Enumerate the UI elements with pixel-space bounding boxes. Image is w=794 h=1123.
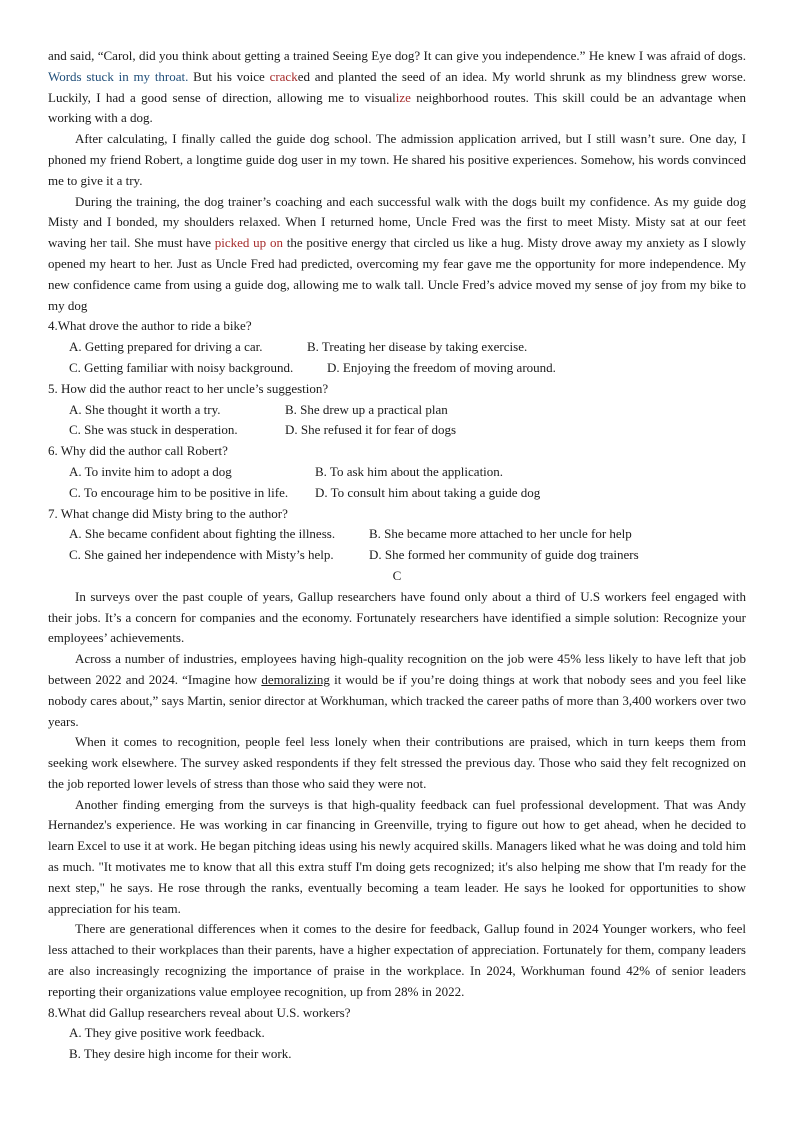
section-c-heading: C: [392, 567, 402, 583]
question-7-options-row-2: [48, 545, 746, 566]
text: neighborhood routes. This skill could be an advantage when working with a dog.: [48, 89, 746, 126]
question-8: 8.What did Gallup researchers reveal about U.S. workers?: [48, 1004, 351, 1020]
question-6-options-row-2: [48, 483, 746, 504]
passage-b-paragraph-2: After calculating, I finally called the guide dog school. The admission application arrived, but I still wasn’t sure. One day, I phoned my friend Robert, a longtime guide dog user in my town. He shared his positive experiences. Somehow, his words convinced me to give it a try.: [48, 131, 746, 188]
highlighted-phrase: Words stuck in my throat.: [48, 68, 189, 84]
question-5-options-row-1: [48, 400, 746, 421]
highlighted-phrase: picked up on: [214, 235, 283, 251]
text: and said, “Carol, did you think about getting a trained Seeing Eye dog? It can give you independence.” He knew I was afraid of dogs.: [48, 48, 746, 63]
option-b: B. They desire high income for their work.: [69, 1046, 292, 1062]
passage-b-paragraph-3: [48, 192, 746, 317]
option-a: A. To invite him to adopt a dog: [69, 463, 232, 479]
option-c: C. To encourage him to be positive in life.: [69, 484, 289, 500]
underlined-word: demoralizing: [261, 671, 330, 687]
option-c: C. She was stuck in desperation.: [69, 422, 238, 438]
option-d: D. She formed her community of guide dog trainers: [369, 547, 639, 563]
text: During the training, the dog trainer’s coaching and each successful walk with the dogs built my confidence. As my guide dog Misty and I bonded, my shoulders relaxed. When I returned home, Uncle Fred was the first to meet Misty. Misty sat at our feet waving her tail. She must have: [48, 193, 746, 251]
question-5-options-row-2: [48, 420, 746, 441]
option-d: D. Enjoying the freedom of moving around.: [327, 359, 556, 375]
option-c: C. She gained her independence with Misty’s help.: [69, 547, 334, 563]
text: it would be if you’re doing things at work that nobody sees and you feel like nobody cares about,” says Martin, senior director at Workhuman, which tracked the career paths of more than 3,400 workers over two years.: [48, 671, 746, 729]
section-c-paragraph-3: When it comes to recognition, people feel less lonely when their contributions are praised, which in turn keeps them from seeking work elsewhere. The survey asked respondents if they felt stressed the previous day. Those who said they felt recognized on the job reported lower levels of stress than those who said they were not.: [48, 734, 746, 791]
option-a: A. They give positive work feedback.: [69, 1025, 265, 1041]
section-c-paragraph-5: There are generational differences when it comes to the desire for feedback, Gallup found in 2024 Younger workers, who feel less attached to their workplaces than their parents, have a higher expectation of appreciation. Fortunately for them, company leaders are also increasingly recognizing the importance of praise in the workplace. In 2024, Workhuman found 42% of senior leaders reporting their organizations value employee recognition, up from 28% in 2022.: [48, 921, 746, 999]
question-6: 6. Why did the author call Robert?: [48, 443, 228, 459]
option-d: D. To consult him about taking a guide dog: [315, 484, 541, 500]
question-7: 7. What change did Misty bring to the author?: [48, 505, 288, 521]
option-c: C. Getting familiar with noisy background.: [69, 359, 294, 375]
option-b: B. She became more attached to her uncle for help: [369, 526, 632, 542]
option-a: A. Getting prepared for driving a car.: [69, 339, 263, 355]
section-c-paragraph-4: Another finding emerging from the surveys is that high-quality feedback can fuel professional development. That was Andy Hernandez's experience. He was working in car financing in Greenville, trying to figure out how to get ahead, when he decided to learn Excel to use it at work. He began pitching ideas using his newly acquired skills. Managers liked what he was doing and told him as much. "It motivates me to know that all this extra stuff I'm doing gets recognized; it's also helping me show that I'm ready for the next step," he says. He rose through the ranks, eventually becoming a team leader. He says he looked for opportunities to show appreciation for his team.: [48, 796, 746, 916]
text: Across a number of industries, employees having high-quality recognition on the job were 45% less likely to have left that job between 2022 and 2024. “Imagine how: [48, 651, 746, 687]
question-5: 5. How did the author react to her uncle’s suggestion?: [48, 380, 329, 396]
question-7-options-row-1: [48, 524, 746, 545]
option-a: A. She became confident about fighting the illness.: [69, 526, 336, 542]
text: But his voice: [188, 68, 270, 84]
option-b: B. To ask him about the application.: [315, 463, 504, 479]
highlighted-word: crack: [269, 68, 298, 84]
question-4-options-row-1: [48, 337, 746, 358]
text: ed and planted the seed of an idea. My world shrunk as my blindness grew worse. Luckily, I had a good sense of direction, allowing me to visual: [48, 68, 747, 105]
text: the positive energy that circled us like a hug. Misty drove away my anxiety as I slowly opened my heart to her. Just as Uncle Fred had predicted, overcoming my fear gave me the opportunity for more independence. My new confidence came from using a guide dog, allowing me to walk tall. Uncle Fred’s advice moved my sense of joy from my bike to my dog: [48, 235, 746, 313]
option-b: B. She drew up a practical plan: [285, 401, 448, 417]
question-4-options-row-2: [48, 358, 746, 379]
passage-b-paragraph-1: [48, 46, 746, 129]
question-4: 4.What drove the author to ride a bike?: [48, 318, 252, 334]
highlighted-suffix: ize: [395, 89, 411, 105]
question-6-options-row-1: [48, 462, 746, 483]
option-b: B. Treating her disease by taking exercise.: [307, 339, 528, 355]
document-page: [48, 46, 746, 1065]
option-d: D. She refused it for fear of dogs: [285, 422, 457, 438]
section-c-paragraph-1: In surveys over the past couple of years, Gallup researchers have found only about a third of U.S workers feel engaged with their jobs. It’s a concern for companies and the economy. Fortunately researchers have identified a simple solution: Recognize your employees’ achievements.: [48, 588, 746, 646]
section-c-paragraph-2: [48, 649, 746, 732]
option-a: A. She thought it worth a try.: [69, 401, 221, 417]
